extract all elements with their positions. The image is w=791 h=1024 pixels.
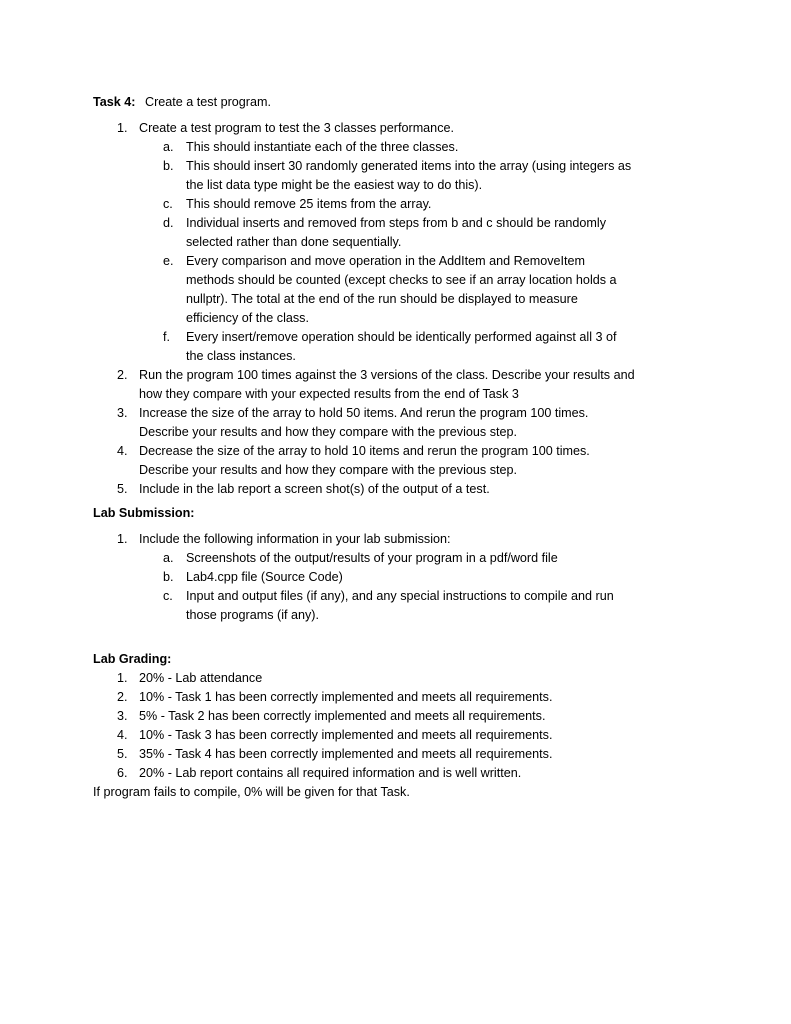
submission-subitem-text: Lab4.cpp file (Source Code) bbox=[186, 570, 343, 584]
grading-item-text: 10% - Task 1 has been correctly implemented and meets all requirements. bbox=[139, 690, 553, 704]
grading-item-text: 10% - Task 3 has been correctly implemented and meets all requirements. bbox=[139, 728, 553, 742]
task4-subitem-letter: c. bbox=[163, 197, 173, 211]
grading-item-text: 20% - Lab attendance bbox=[139, 671, 263, 685]
task4-item-num: 3. bbox=[117, 406, 128, 420]
task4-item-num: 1. bbox=[117, 121, 128, 135]
task4-subitem-text: Every insert/remove operation should be identically performed against all 3 of bbox=[186, 330, 617, 344]
task4-subitem-text: the class instances. bbox=[186, 349, 296, 363]
task4-item-text: Decrease the size of the array to hold 10 items and rerun the program 100 times. bbox=[139, 444, 590, 458]
task4-subitem-letter: b. bbox=[163, 159, 174, 173]
task4-subitem-text: This should instantiate each of the three classes. bbox=[186, 140, 459, 154]
submission-heading: Lab Submission: bbox=[93, 506, 195, 520]
grading-item-text: 20% - Lab report contains all required information and is well written. bbox=[139, 766, 522, 780]
grading-heading: Lab Grading: bbox=[93, 652, 172, 666]
task4-item-text: Create a test program to test the 3 classes performance. bbox=[139, 121, 454, 135]
grading-item-text: 5% - Task 2 has been correctly implemented and meets all requirements. bbox=[139, 709, 546, 723]
task4-subitem-text: This should remove 25 items from the array. bbox=[186, 197, 432, 211]
task4-subitem-text: nullptr). The total at the end of the run should be displayed to measure bbox=[186, 292, 578, 306]
task4-item-text: Increase the size of the array to hold 50 items. And rerun the program 100 times. bbox=[139, 406, 589, 420]
task4-subitem-text: efficiency of the class. bbox=[186, 311, 309, 325]
submission-item-text: Include the following information in your lab submission: bbox=[139, 532, 451, 546]
task4-item-text: how they compare with your expected results from the end of Task 3 bbox=[139, 387, 519, 401]
submission-subitem-text: those programs (if any). bbox=[186, 608, 319, 622]
task4-subitem-letter: d. bbox=[163, 216, 174, 230]
grading-footer: If program fails to compile, 0% will be given for that Task. bbox=[93, 785, 410, 799]
task4-heading-text: Create a test program. bbox=[145, 95, 271, 109]
submission-item-num: 1. bbox=[117, 532, 128, 546]
task4-item-num: 2. bbox=[117, 368, 128, 382]
grading-item-num: 3. bbox=[117, 709, 128, 723]
grading-item-num: 2. bbox=[117, 690, 128, 704]
task4-subitem-text: selected rather than done sequentially. bbox=[186, 235, 402, 249]
task4-subitem-letter: f. bbox=[163, 330, 170, 344]
task4-subitem-text: the list data type might be the easiest way to do this). bbox=[186, 178, 483, 192]
submission-subitem-text: Screenshots of the output/results of your program in a pdf/word file bbox=[186, 551, 558, 565]
grading-item-text: 35% - Task 4 has been correctly implemented and meets all requirements. bbox=[139, 747, 553, 761]
task4-item-text: Include in the lab report a screen shot(s) of the output of a test. bbox=[139, 482, 490, 496]
grading-item-num: 5. bbox=[117, 747, 128, 761]
task4-item-num: 5. bbox=[117, 482, 128, 496]
submission-subitem-letter: c. bbox=[163, 589, 173, 603]
task4-subitem-text: Individual inserts and removed from steps from b and c should be randomly bbox=[186, 216, 607, 230]
grading-item-num: 6. bbox=[117, 766, 128, 780]
task4-subitem-text: Every comparison and move operation in the AddItem and RemoveItem bbox=[186, 254, 586, 268]
grading-item-num: 1. bbox=[117, 671, 128, 685]
task4-subitem-text: methods should be counted (except checks to see if an array location holds a bbox=[186, 273, 617, 287]
task4-item-text: Run the program 100 times against the 3 versions of the class. Describe your results and bbox=[139, 368, 635, 382]
task4-subitem-letter: e. bbox=[163, 254, 174, 268]
grading-item-num: 4. bbox=[117, 728, 128, 742]
submission-subitem-text: Input and output files (if any), and any special instructions to compile and run bbox=[186, 589, 614, 603]
submission-subitem-letter: a. bbox=[163, 551, 174, 565]
task4-heading: Task 4: bbox=[93, 95, 136, 109]
task4-subitem-letter: a. bbox=[163, 140, 174, 154]
task4-item-num: 4. bbox=[117, 444, 128, 458]
submission-subitem-letter: b. bbox=[163, 570, 174, 584]
task4-item-text: Describe your results and how they compare with the previous step. bbox=[139, 463, 517, 477]
task4-subitem-text: This should insert 30 randomly generated items into the array (using integers as bbox=[186, 159, 632, 173]
task4-item-text: Describe your results and how they compare with the previous step. bbox=[139, 425, 517, 439]
